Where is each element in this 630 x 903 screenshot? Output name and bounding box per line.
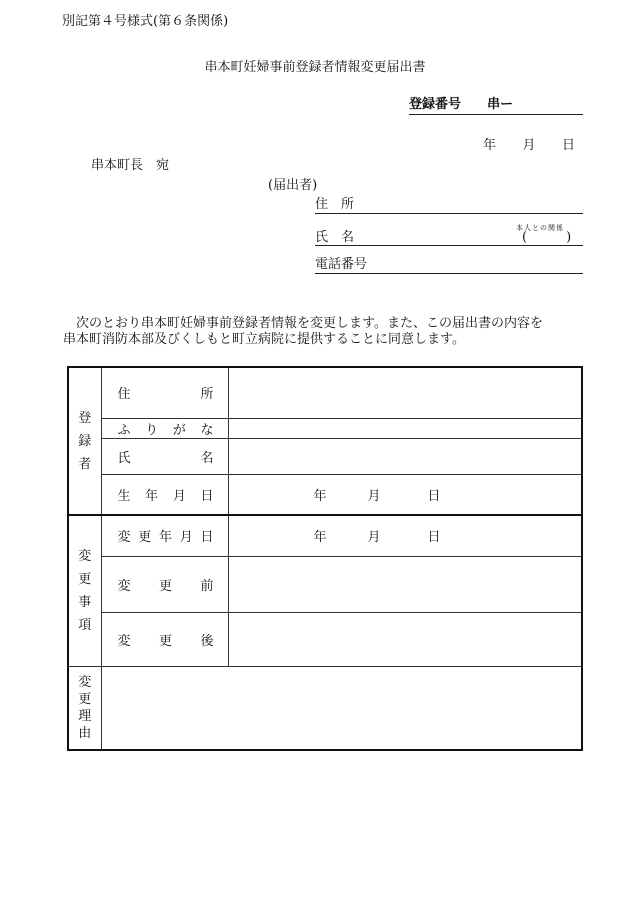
before-label-cell — [101, 556, 228, 612]
birthdate-value[interactable] — [228, 474, 582, 515]
submission-date[interactable] — [483, 138, 575, 154]
name-value[interactable] — [228, 438, 582, 474]
relation-field[interactable]: ( ) — [522, 230, 572, 245]
statement-line-2: 串本町消防本部及びくしもと町立病院に提供することに同意します。 — [63, 332, 465, 347]
reason-value[interactable] — [101, 666, 582, 750]
registration-number-prefix: 串ー — [487, 97, 514, 112]
reason-group-cell — [68, 666, 101, 750]
birthdate-label-cell — [101, 474, 228, 515]
name-label-cell — [101, 438, 228, 474]
registration-number-field[interactable] — [409, 97, 583, 115]
registration-number-label: 登録番号 — [409, 97, 462, 112]
address-label: 住 所 — [117, 387, 214, 403]
reason-group-label: 変 更 理 由 — [78, 674, 92, 741]
address-label-cell — [101, 367, 228, 418]
before-label: 変 更 前 — [117, 578, 214, 594]
furigana-label-cell — [101, 418, 228, 438]
notifier-address-label: 住 所 — [315, 197, 355, 212]
notifier-phone-label: 電話番号 — [315, 257, 368, 272]
change-group-cell — [68, 515, 101, 666]
notifier-address-field[interactable] — [315, 197, 583, 214]
change-date-label-cell — [101, 515, 228, 556]
change-date-label: 変 更 年 月 日 — [117, 530, 214, 546]
form-id: 別記第４号様式(第６条関係) — [62, 14, 229, 29]
date-year: 年 — [483, 138, 497, 153]
registrant-group-label: 登 録 者 — [78, 410, 92, 472]
after-value[interactable] — [228, 612, 582, 666]
address-value[interactable] — [228, 367, 582, 418]
before-value[interactable] — [228, 556, 582, 612]
relation-caption: 本人との関係 — [516, 224, 564, 232]
notifier-phone-field[interactable] — [315, 257, 583, 274]
page-title: 串本町妊婦事前登録者情報変更届出書 — [204, 60, 426, 75]
notifier-label: (届出者) — [268, 178, 318, 193]
change-date-value[interactable] — [228, 515, 582, 556]
addressee: 串本町長 宛 — [91, 158, 170, 173]
notifier-name-label: 氏 名 — [315, 230, 355, 245]
furigana-value[interactable] — [228, 418, 582, 438]
date-month: 月 — [522, 138, 536, 153]
notifier-name-field[interactable] — [315, 226, 583, 246]
change-form-table — [67, 366, 583, 751]
date-day: 日 — [561, 138, 575, 153]
statement-line-1: 次のとおり串本町妊婦事前登録者情報を変更します。また、この届出書の内容を — [76, 316, 543, 331]
after-label-cell — [101, 612, 228, 666]
change-date-units: 年 月 日 — [313, 530, 441, 546]
change-group-label: 変 更 事 項 — [78, 548, 92, 633]
after-label: 変 更 後 — [117, 633, 214, 649]
birthdate-units: 年 月 日 — [313, 488, 441, 504]
name-label: 氏 名 — [117, 450, 214, 466]
statement — [63, 316, 583, 348]
birthdate-label: 生 年 月 日 — [117, 488, 214, 504]
furigana-label: ふ り が な — [117, 422, 214, 438]
registrant-group-cell — [68, 367, 101, 515]
